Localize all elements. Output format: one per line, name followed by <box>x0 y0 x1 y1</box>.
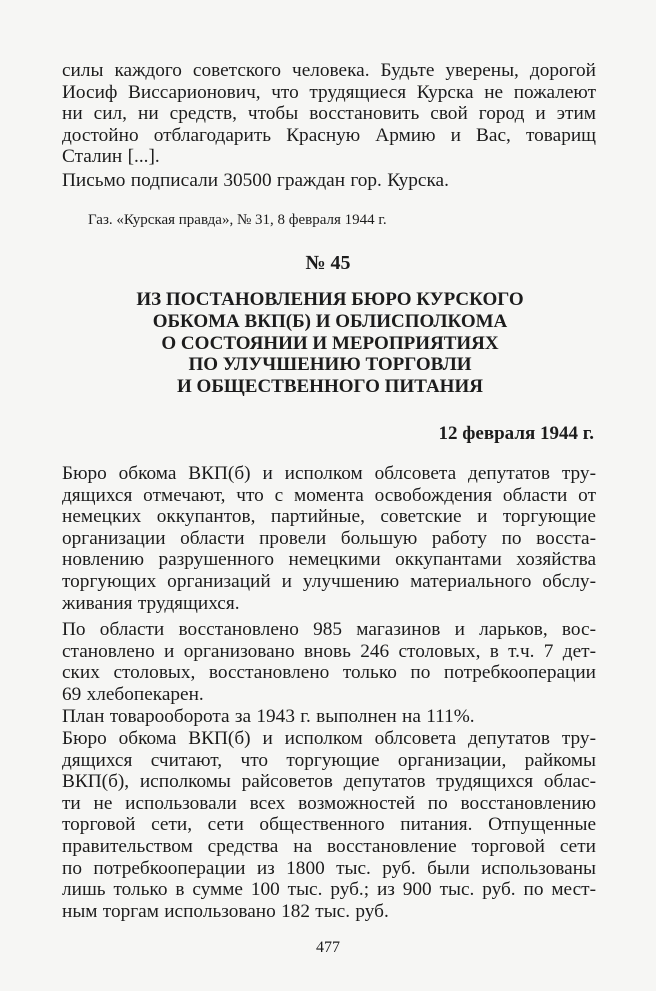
document-number: № 45 <box>305 252 351 274</box>
title-line: О СОСТОЯНИИ И МЕРОПРИЯТИЯХ <box>161 332 499 354</box>
body-paragraph <box>62 706 596 728</box>
text-line: ни сил, ни средств, чтобы восстановить свой город и этим <box>62 103 596 125</box>
document-title <box>80 289 580 398</box>
text-line: По области восстановлено 985 магазинов и ларьков, вос- <box>62 619 596 640</box>
text-line: ным торгам использовано 182 тыс. руб. <box>62 900 389 922</box>
text-line: живания трудящихся. <box>62 592 240 614</box>
text-line: ских столовых, восстановлено только по потребкооперации <box>62 662 596 684</box>
text-line: достойно отблагодарить Красную Армию и Вас, товарищ <box>62 124 596 146</box>
text-line: новлению разрушенного немецкими оккупантами хозяйства <box>62 549 596 571</box>
document-date: 12 февраля 1944 г. <box>438 423 594 444</box>
title-line: И ОБЩЕСТВЕННОГО ПИТАНИЯ <box>177 376 483 398</box>
title-line: ИЗ ПОСТАНОВЛЕНИЯ БЮРО КУРСКОГО <box>136 289 524 310</box>
source-citation: Газ. «Курская правда», № 31, 8 февраля 1944 г. <box>88 212 387 228</box>
text-line: Сталин [...]. <box>62 146 160 168</box>
text-line: становлено и организовано вновь 246 столовых, в т.ч. 7 дет- <box>62 640 596 662</box>
signature-paragraph <box>62 170 596 192</box>
text-line: силы каждого советского человека. Будьте уверены, дорогой <box>62 60 596 81</box>
text-line: торговой сети, сети общественного питания. Отпущенные <box>62 814 596 836</box>
text-line: организации области провели большую работу по восста- <box>62 527 596 549</box>
text-line: План товарооборота за 1943 г. выполнен на 111%. <box>62 706 475 727</box>
text-line: правительством средства на восстановление торговой сети <box>62 835 596 857</box>
body-paragraph <box>62 619 596 705</box>
text-line: дящихся считают, что торгующие организации, райкомы <box>62 749 596 771</box>
text-line: немецких оккупантов, партийные, советские и торгующие <box>62 506 596 528</box>
body-paragraph <box>62 728 596 922</box>
top-paragraph <box>62 60 596 168</box>
text-line: Бюро обкома ВКП(б) и исполком облсовета депутатов тру- <box>62 463 596 484</box>
text-line: дящихся отмечают, что с момента освобождения области от <box>62 484 596 506</box>
text-line: по потребкооперации из 1800 тыс. руб. были использованы <box>62 857 596 879</box>
title-line: ПО УЛУЧШЕНИЮ ТОРГОВЛИ <box>188 354 472 376</box>
text-line: Бюро обкома ВКП(б) и исполком облсовета депутатов тру- <box>62 728 596 749</box>
page-number: 477 <box>316 939 340 956</box>
text-line: Иосиф Виссарионович, что трудящиеся Курска не пожалеют <box>62 81 596 103</box>
text-line: ти не использовали всех возможностей по восстановлению <box>62 792 596 814</box>
text-line: торгующих организаций и улучшению материального обслу- <box>62 570 596 592</box>
text-line: лишь только в сумме 100 тыс. руб.; из 900 тыс. руб. по мест- <box>62 879 596 901</box>
title-line: ОБКОМА ВКП(Б) И ОБЛИСПОЛКОМА <box>152 310 508 332</box>
text-line: 69 хлебопекарен. <box>62 683 204 705</box>
text-line: ВКП(б), исполкомы райсоветов депутатов трудящихся облас- <box>62 771 596 793</box>
body-paragraph <box>62 463 596 614</box>
signature-line: Письмо подписали 30500 граждан гор. Курска. <box>62 170 449 191</box>
